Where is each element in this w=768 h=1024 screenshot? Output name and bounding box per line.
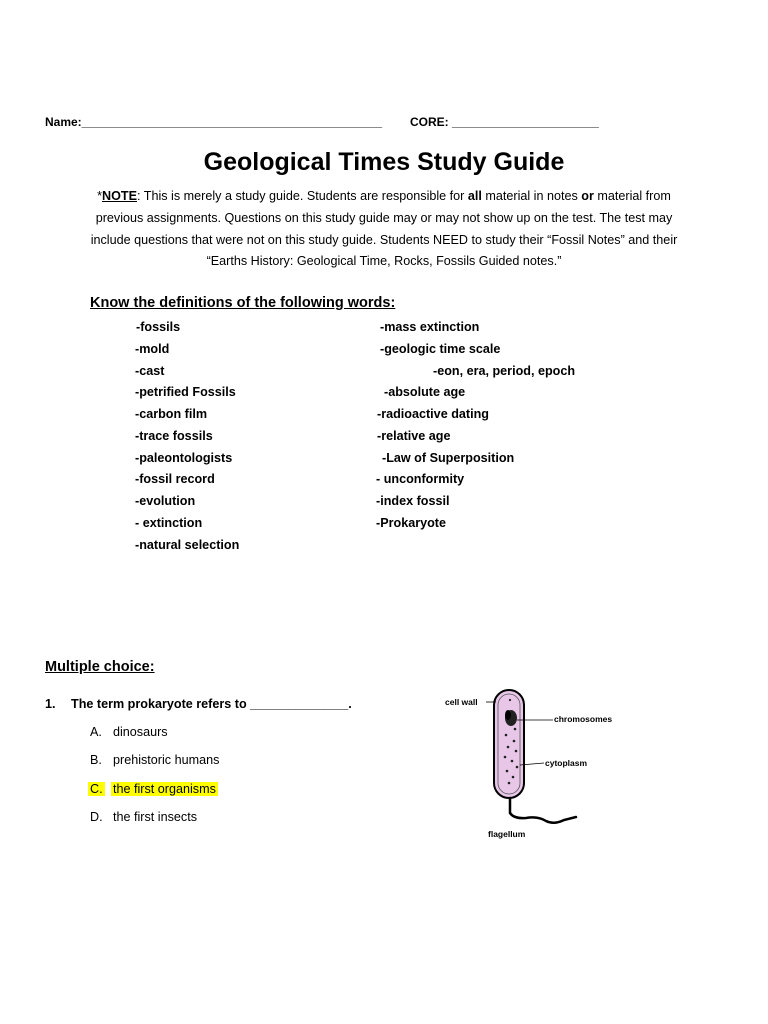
definitions-heading: Know the definitions of the following words:: [90, 295, 396, 311]
flagellum-line: [510, 798, 576, 823]
term-item: -mass extinction: [380, 320, 480, 334]
term-item: -index fossil: [376, 494, 450, 508]
note-text-1: : This is merely a study guide. Students are responsible for: [137, 189, 468, 203]
term-item: -Law of Superposition: [382, 451, 515, 465]
chromosomes-blob-detail: [505, 710, 511, 720]
prokaryote-cell-diagram: [430, 685, 630, 845]
term-item: -absolute age: [384, 385, 466, 399]
core-field[interactable]: CORE: ______________________: [410, 115, 599, 129]
multiple-choice-heading: Multiple choice:: [45, 659, 155, 675]
note-or: or: [581, 189, 594, 203]
term-item: -Prokaryote: [376, 516, 446, 530]
option-letter[interactable]: B.: [90, 753, 102, 767]
flagellum-label: flagellum: [488, 829, 526, 839]
name-field[interactable]: Name:_____________________________________________: [45, 115, 383, 129]
option-text-highlighted[interactable]: the first organisms: [113, 782, 216, 796]
note-text-3: material from previous assignments. Questions on this study guide may or may not show up on the test. The test may include questions that were not on this study guide. Students NEED to study their “Fossil Notes” and their “Earths History: Geological Time, Rocks, Fossils Guided notes.”: [90, 189, 678, 269]
question-text: The term prokaryote refers to ______________.: [71, 697, 352, 711]
note-text-2: material in notes: [481, 189, 582, 203]
chromosomes-label: chromosomes: [554, 714, 613, 724]
term-item: - unconformity: [376, 472, 465, 486]
page-title: Geological Times Study Guide: [203, 148, 565, 176]
term-item: -fossil record: [135, 472, 215, 486]
term-item: -radioactive dating: [377, 407, 489, 421]
study-guide-note: [84, 186, 684, 273]
term-item: -petrified Fossils: [135, 385, 236, 399]
option-text[interactable]: prehistoric humans: [113, 753, 220, 767]
note-label: NOTE: [102, 189, 137, 203]
option-letter[interactable]: D.: [90, 810, 103, 824]
option-letter-highlighted[interactable]: C.: [90, 782, 103, 796]
term-item: - extinction: [135, 516, 203, 530]
option-text[interactable]: dinosaurs: [113, 725, 168, 739]
cytoplasm-label: cytoplasm: [545, 758, 588, 768]
option-letter[interactable]: A.: [90, 725, 102, 739]
term-item: -fossils: [136, 320, 181, 334]
term-item: -paleontologists: [135, 451, 233, 465]
term-item: -cast: [135, 364, 165, 378]
term-item: -trace fossils: [135, 429, 213, 443]
note-all: all: [467, 189, 482, 203]
term-item: -eon, era, period, epoch: [433, 364, 576, 378]
term-item: -geologic time scale: [380, 342, 501, 356]
question-number: 1.: [45, 697, 56, 711]
option-text[interactable]: the first insects: [113, 810, 197, 824]
term-item: -mold: [135, 342, 170, 356]
term-item: -carbon film: [135, 407, 208, 421]
term-item: -natural selection: [135, 538, 240, 552]
note-prefix: *: [97, 189, 103, 203]
term-item: -evolution: [135, 494, 196, 508]
term-item: -relative age: [377, 429, 451, 443]
cell-wall-label: cell wall: [445, 697, 478, 707]
